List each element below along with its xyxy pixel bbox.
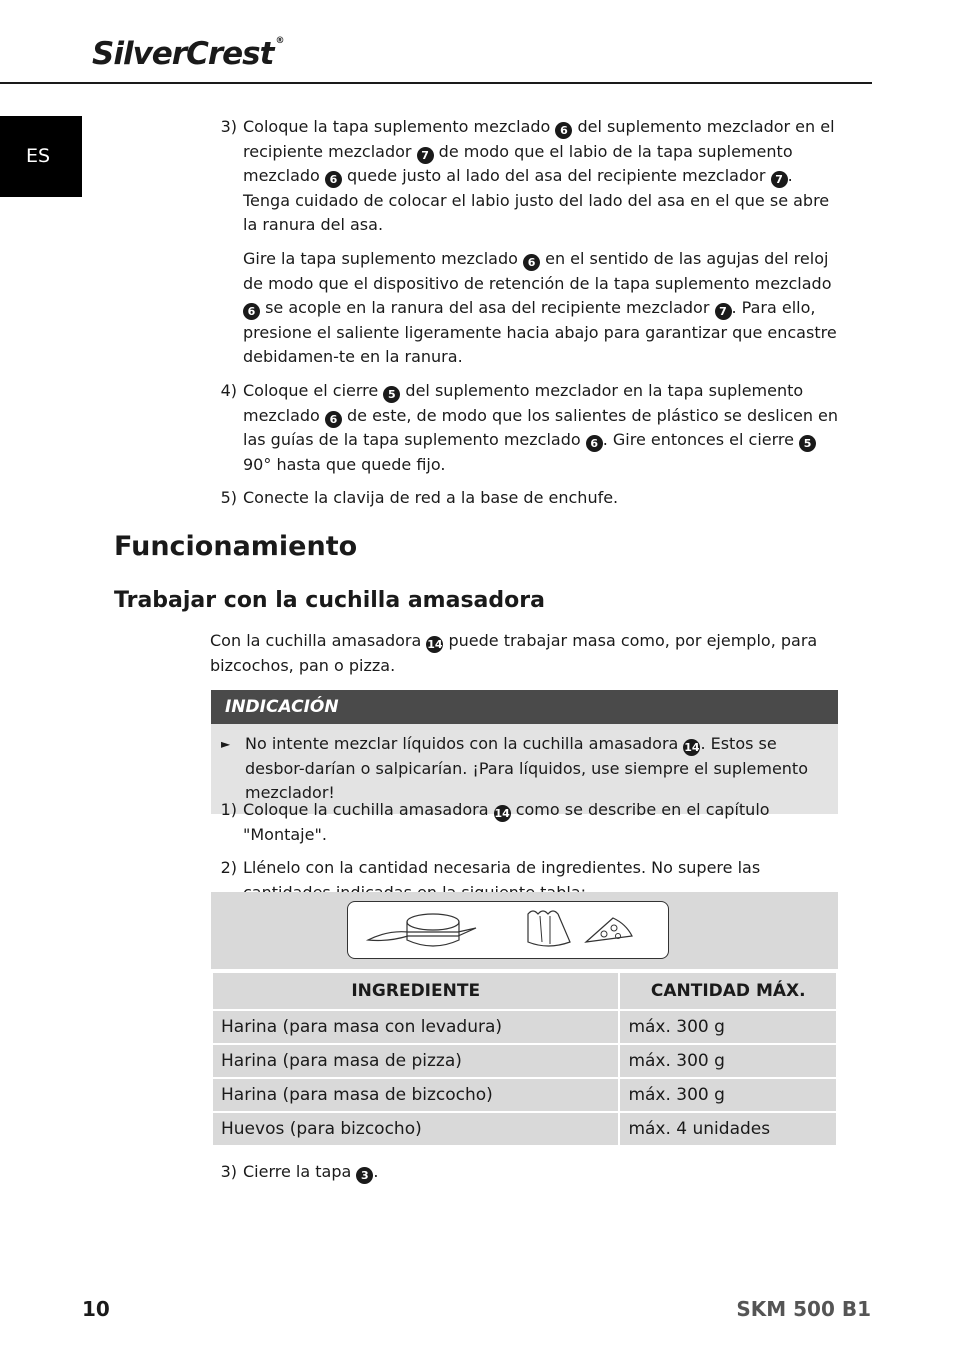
step-text <box>243 1160 842 1185</box>
quantity-cell: máx. 300 g <box>619 1044 837 1078</box>
text-run: Con la cuchilla amasadora <box>210 631 427 650</box>
text-run: . Gire entonces el cierre <box>602 430 800 450</box>
callout-number-icon: 5 <box>383 386 400 403</box>
text-run: del suplemento mezclador en el recipiente mezclador <box>243 117 835 161</box>
text-run: Conecte la clavija de red a la base de enchufe. <box>243 488 619 508</box>
text-run: del suplemento mezclador en la tapa suplemento mezclado <box>243 380 804 425</box>
list-item <box>210 798 842 847</box>
step-text <box>243 798 842 847</box>
note-text <box>245 732 824 806</box>
text-run: de modo que el labio de la tapa suplemento mezclado <box>243 141 793 186</box>
step-number: 4) <box>220 380 237 400</box>
steps-top-list <box>210 115 842 520</box>
table-row <box>212 1112 837 1146</box>
step-text <box>243 115 842 238</box>
column-header-ingredient: INGREDIENTE <box>212 972 619 1010</box>
list-item <box>210 115 842 238</box>
text-run: . Estos se desbor-darían o salpicarían. ¡Para líquidos, use siempre el suplemento mezclador! <box>245 734 808 803</box>
text-run: Cierre la tapa <box>243 1162 357 1181</box>
table-row <box>212 1044 837 1078</box>
callout-number-icon: 6 <box>555 122 572 139</box>
language-tab: ES <box>0 116 82 197</box>
text-run: . Tenga cuidado de colocar el labio justo del lado del asa en el que se abre la ranura del asa. <box>243 166 830 235</box>
kneading-blade-icon <box>348 902 670 960</box>
step-number: 5) <box>220 488 237 508</box>
callout-number-icon: 14 <box>684 741 700 754</box>
step-number: 3) <box>220 1162 237 1181</box>
ingredients-table <box>211 892 838 1147</box>
column-header-max-quantity: CANTIDAD MÁX. <box>619 972 837 1010</box>
step-text <box>243 379 842 477</box>
callout-number-icon: 3 <box>356 1167 373 1184</box>
callout-number-icon: 6 <box>586 435 603 452</box>
section-title: Funcionamiento <box>114 531 358 562</box>
step-text <box>243 247 842 370</box>
steps-bottom-list <box>210 1160 842 1194</box>
step-number: 3) <box>220 117 237 136</box>
callout-number-icon: 6 <box>523 254 540 271</box>
text-run: quede justo al lado del asa del recipiente mezclador <box>341 166 771 186</box>
text-run: Coloque el cierre <box>243 380 384 400</box>
model-number: SKM 500 B1 <box>736 1297 871 1321</box>
quantity-cell: máx. 300 g <box>619 1010 837 1044</box>
callout-number-icon: 14 <box>427 638 443 651</box>
dough-illustration <box>347 901 669 959</box>
list-item <box>210 486 842 511</box>
ingredient-cell: Harina (para masa de bizcocho) <box>212 1078 619 1112</box>
arrow-bullet-icon: ► <box>221 737 231 751</box>
text-run: No intente mezclar líquidos con la cuchilla amasadora <box>245 734 684 753</box>
table-row <box>212 1010 837 1044</box>
callout-number-icon: 7 <box>417 147 434 164</box>
step-number: 1) <box>220 800 237 819</box>
note-heading: INDICACIÓN <box>211 690 838 724</box>
step-number <box>210 247 243 370</box>
text-run: . <box>373 1162 379 1181</box>
brand-logo: SilverCrest ® <box>92 36 284 72</box>
step-number: 2) <box>220 858 237 878</box>
callout-number-icon: 6 <box>325 411 342 428</box>
subsection-title: Trabajar con la cuchilla amasadora <box>114 588 545 613</box>
text-run: se acople en la ranura del asa del recipiente mezclador <box>260 298 715 318</box>
header-rule <box>0 82 872 84</box>
text-run: puede trabajar masa como, por ejemplo, para bizcochos, pan o pizza. <box>210 631 818 675</box>
callout-number-icon: 14 <box>494 807 510 820</box>
table-row <box>212 1078 837 1112</box>
ingredient-cell: Huevos (para bizcocho) <box>212 1112 619 1146</box>
ingredient-cell: Harina (para masa con levadura) <box>212 1010 619 1044</box>
note-box <box>211 690 838 814</box>
callout-number-icon: 6 <box>243 303 260 320</box>
page-number: 10 <box>82 1297 110 1321</box>
ingredient-cell: Harina (para masa de pizza) <box>212 1044 619 1078</box>
text-run: Llénelo con la cantidad necesaria de ingredientes. No supere las <box>243 858 761 878</box>
quantity-cell: máx. 300 g <box>619 1078 837 1112</box>
callout-number-icon: 7 <box>771 171 788 188</box>
text-run: como se describe en el capítulo "Montaje". <box>243 800 770 844</box>
text-run: de este, de modo que los salientes de plástico se deslicen en las guías de la tapa suplemento mezclado <box>243 405 839 450</box>
quantity-cell: máx. 4 unidades <box>619 1112 837 1146</box>
text-run: 90° hasta que quede fijo. <box>243 454 446 474</box>
list-item <box>210 1160 842 1185</box>
text-run: en el sentido de las agujas del reloj de modo que el dispositivo de retención de la tapa suplemento mezclado <box>243 248 832 293</box>
callout-number-icon: 6 <box>325 171 342 188</box>
text-run: . Para ello, presione el saliente ligeramente hacia abajo para garantizar que encastre debidamen-te en la ranura. <box>243 298 837 367</box>
intro-paragraph <box>210 629 838 678</box>
step-text <box>243 486 842 511</box>
text-run: Coloque la tapa suplemento mezclado <box>243 117 556 136</box>
list-item <box>210 379 842 477</box>
table-illustration-row <box>211 892 838 969</box>
callout-number-icon: 7 <box>715 303 732 320</box>
text-run: Coloque la cuchilla amasadora <box>243 800 494 819</box>
list-item <box>210 247 842 370</box>
callout-number-icon: 5 <box>799 435 816 452</box>
text-run: Gire la tapa suplemento mezclado <box>243 248 524 268</box>
